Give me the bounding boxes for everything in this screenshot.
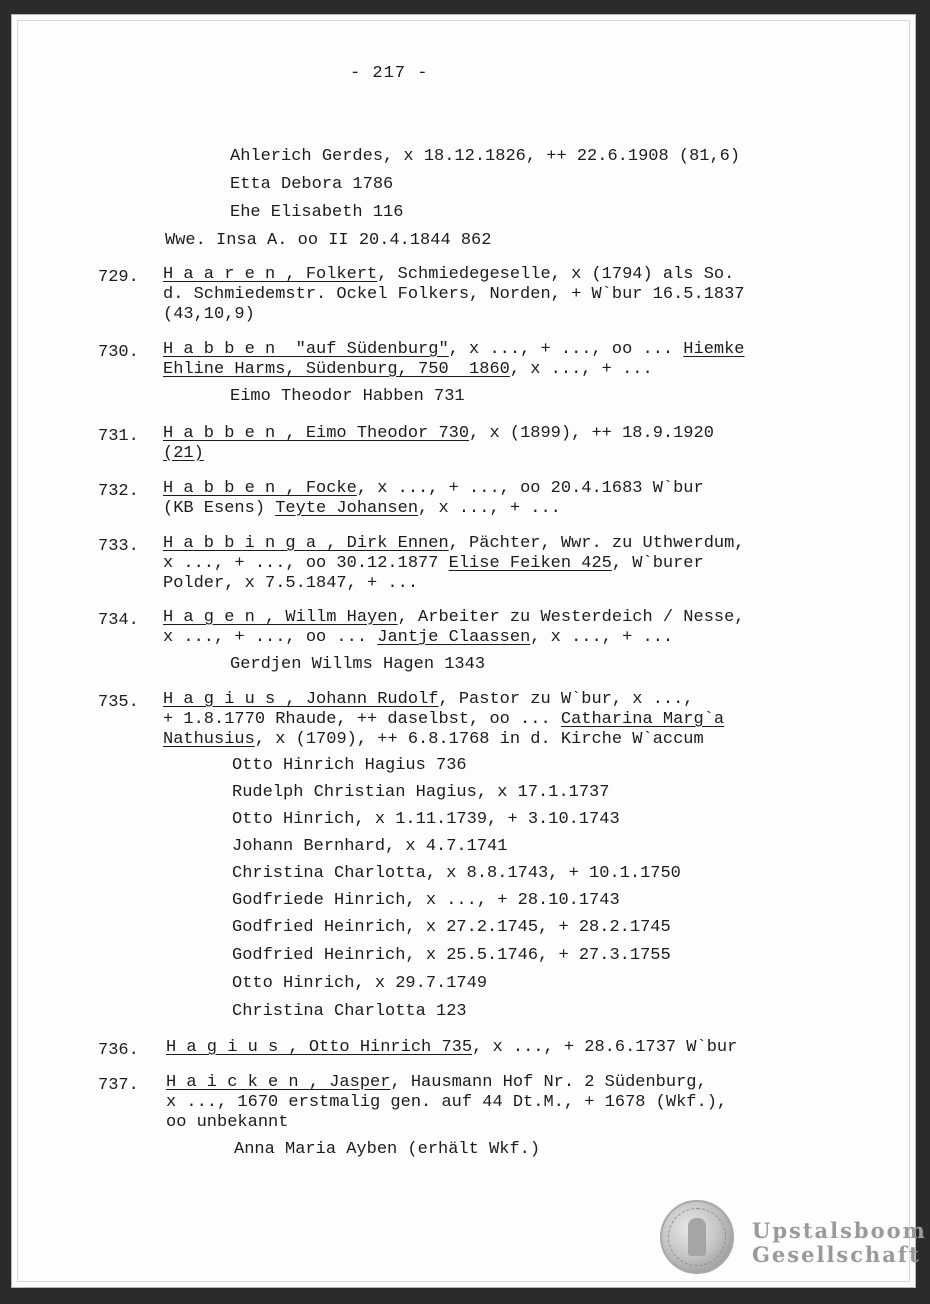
entry-name: H a g e n , Willm Hayen <box>163 608 398 627</box>
entry-name: H a i c k e n , Jasper <box>166 1073 391 1092</box>
child-line: Christina Charlotta 123 <box>232 1002 467 1021</box>
entry-line: Polder, x 7.5.1847, + ... <box>163 574 419 593</box>
entry-number: 736. <box>98 1041 139 1060</box>
seal-figure <box>688 1218 706 1256</box>
entry-line: H a g e n , Willm Hayen, Arbeiter zu Westerdeich / Nesse, <box>163 608 745 627</box>
entry-line: H a a r e n , Folkert, Schmiedegeselle, x (1794) als So. <box>163 265 735 284</box>
child-line: Otto Hinrich, x 1.11.1739, + 3.10.1743 <box>232 810 620 829</box>
intro-line: Wwe. Insa A. oo II 20.4.1844 862 <box>165 231 492 250</box>
child-line: Anna Maria Ayben (erhält Wkf.) <box>234 1140 541 1159</box>
entry-number: 730. <box>98 343 139 362</box>
entry-line: H a g i u s , Johann Rudolf, Pastor zu W`bur, x ..., <box>163 690 694 709</box>
entry-line: Nathusius, x (1709), ++ 6.8.1768 in d. Kirche W`accum <box>163 730 704 749</box>
entry-line: + 1.8.1770 Rhaude, ++ daselbst, oo ... Catharina Marg`a <box>163 710 725 729</box>
entry-name: H a a r e n , Folkert <box>163 265 378 284</box>
entry-line: oo unbekannt <box>166 1113 289 1132</box>
entry-line: x ..., 1670 erstmalig gen. auf 44 Dt.M., + 1678 (Wkf.), <box>166 1093 728 1112</box>
child-line: Otto Hinrich, x 29.7.1749 <box>232 974 488 993</box>
entry-number: 734. <box>98 611 139 630</box>
intro-line: Ahlerich Gerdes, x 18.12.1826, ++ 22.6.1908 (81,6) <box>230 147 741 166</box>
entry-line: (21) <box>163 444 204 463</box>
child-line: Christina Charlotta, x 8.8.1743, + 10.1.1750 <box>232 864 681 883</box>
entry-name: H a b b e n "auf Südenburg" <box>163 340 449 359</box>
entry-number: 729. <box>98 268 139 287</box>
entry-number: 731. <box>98 427 139 446</box>
child-line: Eimo Theodor Habben 731 <box>230 387 465 406</box>
child-line: Otto Hinrich Hagius 736 <box>232 756 467 775</box>
logo-line-2: Gesellschaft <box>752 1242 921 1267</box>
entry-line: x ..., + ..., oo ... Jantje Claassen, x ..., + ... <box>163 628 674 647</box>
entry-line: H a b b e n "auf Südenburg", x ..., + ..., oo ... Hiemke <box>163 340 745 359</box>
entry-name: H a g i u s , Johann Rudolf <box>163 690 439 709</box>
entry-number: 735. <box>98 693 139 712</box>
child-line: Godfriede Hinrich, x ..., + 28.10.1743 <box>232 891 620 910</box>
child-line: Godfried Heinrich, x 27.2.1745, + 28.2.1745 <box>232 918 671 937</box>
child-line: Godfried Heinrich, x 25.5.1746, + 27.3.1755 <box>232 946 671 965</box>
intro-line: Ehe Elisabeth 116 <box>230 203 404 222</box>
entry-line: x ..., + ..., oo 30.12.1877 Elise Feiken 425, W`burer <box>163 554 704 573</box>
entry-line: d. Schmiedemstr. Ockel Folkers, Norden, + W`bur 16.5.1837 <box>163 285 745 304</box>
child-line: Gerdjen Willms Hagen 1343 <box>230 655 486 674</box>
entry-number: 732. <box>98 482 139 501</box>
logo-line-1: Upstalsboom <box>752 1218 927 1243</box>
child-line: Rudelph Christian Hagius, x 17.1.1737 <box>232 783 610 802</box>
entry-line: H a b b e n , Focke, x ..., + ..., oo 20.4.1683 W`bur <box>163 479 704 498</box>
entry-number: 733. <box>98 537 139 556</box>
entry-line: H a b b e n , Eimo Theodor 730, x (1899), ++ 18.9.1920 <box>163 424 714 443</box>
seal-logo-icon <box>660 1200 734 1274</box>
entry-line: H a g i u s , Otto Hinrich 735, x ..., + 28.6.1737 W`bur <box>166 1038 738 1057</box>
entry-name: H a b b e n , Focke <box>163 479 357 498</box>
entry-name: H a b b e n , Eimo Theodor 730 <box>163 424 470 443</box>
entry-line: H a i c k e n , Jasper, Hausmann Hof Nr. 2 Südenburg, <box>166 1073 707 1092</box>
intro-line: Etta Debora 1786 <box>230 175 394 194</box>
page-number: - 217 - <box>350 64 429 83</box>
entry-line: (KB Esens) Teyte Johansen, x ..., + ... <box>163 499 561 518</box>
entry-name: H a b b i n g a , Dirk Ennen <box>163 534 449 553</box>
child-line: Johann Bernhard, x 4.7.1741 <box>232 837 508 856</box>
entry-line: H a b b i n g a , Dirk Ennen, Pächter, Wwr. zu Uthwerdum, <box>163 534 745 553</box>
entry-number: 737. <box>98 1076 139 1095</box>
entry-name: H a g i u s , Otto Hinrich 735 <box>166 1038 473 1057</box>
entry-line: (43,10,9) <box>163 305 255 324</box>
entry-line: Ehline Harms, Südenburg, 750 1860, x ..., + ... <box>163 360 653 379</box>
